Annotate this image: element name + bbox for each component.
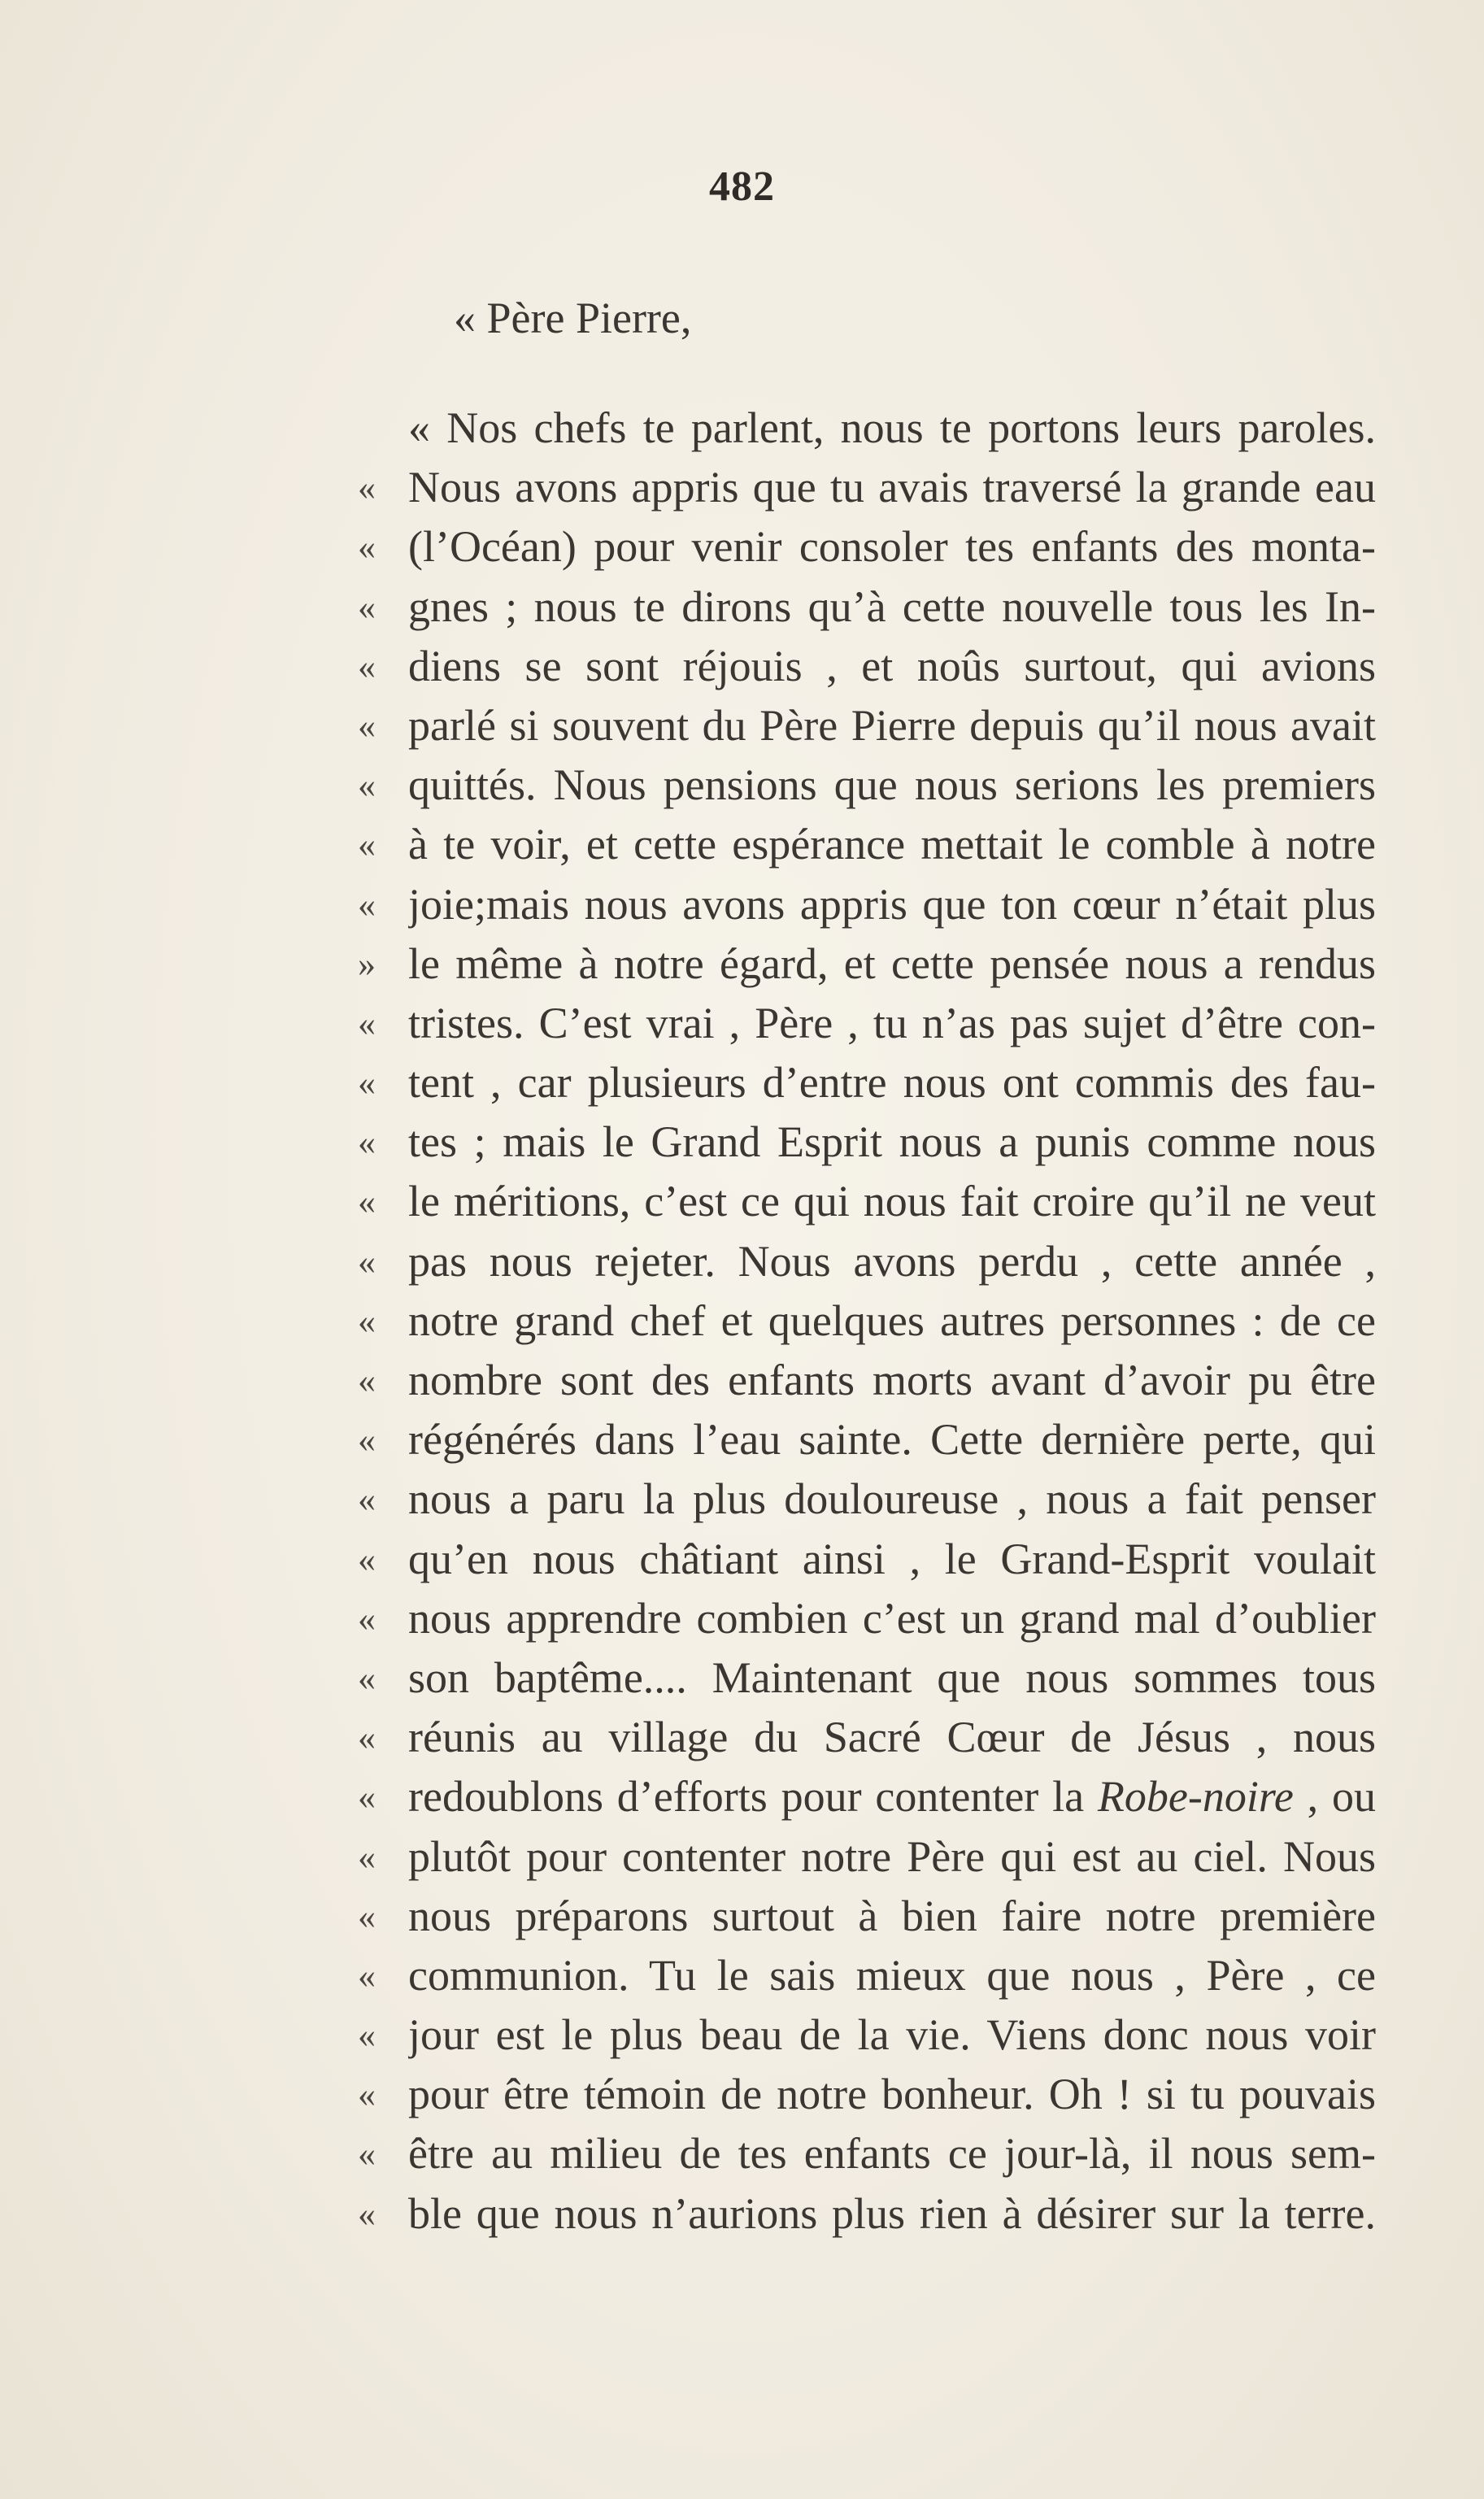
text-line <box>358 755 1376 815</box>
text-line <box>358 1946 1376 2005</box>
quote-mark: « <box>358 1539 376 1579</box>
text-line <box>358 1648 1376 1708</box>
quote-mark: « <box>358 1003 376 1043</box>
line-text: gnes ; nous te dirons qu’à cette nouvelle tous les In- <box>408 581 1376 631</box>
line-text-before: redoublons d’efforts pour contenter la <box>408 1772 1098 1822</box>
quote-mark: « <box>358 1361 376 1400</box>
line-text: « Nos chefs te parlent, nous te portons leurs paroles. <box>408 403 1376 452</box>
line-text: jour est le plus beau de la vie. Viens donc nous voir <box>408 2010 1376 2060</box>
line-text: notre grand chef et quelques autres personnes : de ce <box>408 1295 1376 1345</box>
quote-mark: « <box>358 1182 376 1222</box>
line-text: tristes. C’est vrai , Père , tu n’as pas sujet d’être con- <box>408 998 1376 1047</box>
text-line <box>358 1291 1376 1351</box>
line-text: joie;mais nous avons appris que ton cœur n’était plus <box>408 879 1376 929</box>
line-text: nombre sont des enfants morts avant d’avoir pu être <box>408 1356 1376 1404</box>
quote-mark: « <box>358 1420 376 1461</box>
line-text: réunis au village du Sacré Cœur de Jésus , nous <box>408 1713 1376 1762</box>
text-line <box>358 637 1376 696</box>
text-line <box>358 1172 1376 1231</box>
line-text: être au milieu de tes enfants ce jour-là, il nous sem- <box>408 2129 1376 2179</box>
quote-mark: « <box>358 1836 376 1877</box>
quote-mark: « <box>358 646 376 686</box>
quote-mark: « <box>358 2193 376 2234</box>
line-text: ble que nous n’aurions plus rien à désirer sur la terre. <box>408 2188 1376 2238</box>
quote-mark: « <box>358 1657 376 1698</box>
quote-mark: « <box>358 1122 376 1163</box>
text-line <box>358 934 1376 994</box>
text-line <box>358 577 1376 637</box>
text-line <box>358 398 1376 458</box>
quote-mark: « <box>358 1063 376 1104</box>
text-line <box>358 696 1376 755</box>
quote-mark: « <box>358 825 376 865</box>
line-text: diens se sont réjouis , et noûs surtout, qui avions <box>408 641 1376 690</box>
line-text: nous a paru la plus douloureuse , nous a fait penser <box>408 1474 1376 1524</box>
quote-mark: « <box>358 1955 376 1996</box>
quote-mark: « <box>358 1896 376 1936</box>
line-text: régénérés dans l’eau sainte. Cette dernière perte, qui <box>408 1415 1376 1465</box>
line-text: communion. Tu le sais mieux que nous , Père , ce <box>408 1950 1376 2000</box>
line-text: pas nous rejeter. Nous avons perdu , cette année , <box>408 1236 1376 1286</box>
line-text: tes ; mais le Grand Esprit nous a punis comme nous <box>408 1117 1376 1167</box>
line-text: Nous avons appris que tu avais traversé la grande eau <box>408 463 1376 512</box>
line-text: parlé si souvent du Père Pierre depuis qu’il nous avait <box>408 700 1376 750</box>
line-text: nous apprendre combien c’est un grand mal d’oublier <box>408 1593 1376 1643</box>
letter-salutation: « Père Pierre, <box>454 294 692 342</box>
quote-mark: « <box>358 705 376 746</box>
text-line <box>358 517 1376 577</box>
text-line <box>358 1053 1376 1112</box>
quote-mark: « <box>358 2015 376 2056</box>
line-text: pour être témoin de notre bonheur. Oh ! si tu pouvais <box>408 2070 1376 2119</box>
line-text: tent , car plusieurs d’entre nous ont commis des fau- <box>408 1058 1376 1108</box>
text-line <box>358 1530 1376 1589</box>
letter-body <box>358 398 1376 2244</box>
quote-mark: « <box>358 1777 376 1818</box>
text-line <box>358 1232 1376 1291</box>
line-text: plutôt pour contenter notre Père qui est au ciel. Nous <box>408 1831 1376 1881</box>
line-text: qu’en nous châtiant ainsi , le Grand-Esprit voulait <box>408 1534 1376 1583</box>
line-text: son baptême.... Maintenant que nous sommes tous <box>408 1652 1376 1702</box>
text-line <box>358 2124 1376 2183</box>
line-text: le méritions, c’est ce qui nous fait croire qu’il ne veut <box>408 1177 1376 1226</box>
quote-mark: « <box>358 586 376 627</box>
text-line <box>358 1410 1376 1469</box>
text-line <box>358 1589 1376 1648</box>
line-text: quittés. Nous pensions que nous serions les premiers <box>408 760 1376 810</box>
text-line <box>358 815 1376 874</box>
text-line <box>358 1112 1376 1172</box>
quote-mark: « <box>358 1300 376 1341</box>
quote-mark: « <box>358 1598 376 1639</box>
quote-mark: « <box>358 1718 376 1758</box>
text-line <box>358 1351 1376 1410</box>
line-text: le même à notre égard, et cette pensée nous a rendus <box>408 938 1376 988</box>
text-line <box>358 1767 1376 1826</box>
line-text-after: , ou <box>1293 1772 1376 1822</box>
text-line <box>358 994 1376 1053</box>
text-line <box>358 2184 1376 2244</box>
text-line <box>358 875 1376 934</box>
quote-mark: « <box>358 1241 376 1282</box>
quote-mark: « <box>358 468 376 508</box>
quote-mark: « <box>358 2134 376 2175</box>
text-line <box>358 1708 1376 1767</box>
quote-mark: » <box>358 943 376 984</box>
line-text: nous préparons surtout à bien faire notre première <box>408 1891 1376 1940</box>
text-line <box>358 2005 1376 2065</box>
text-line <box>358 458 1376 517</box>
line-text: à te voir, et cette espérance mettait le comble à notre <box>408 820 1376 869</box>
quote-mark: « <box>358 527 376 568</box>
quote-mark: « <box>358 1479 376 1520</box>
robe-noire-italic: Robe-noire <box>1097 1772 1294 1822</box>
text-line <box>358 1469 1376 1529</box>
line-text: (l’Océan) pour venir consoler tes enfants des monta- <box>408 522 1376 572</box>
line-text <box>408 1767 1376 1826</box>
text-line <box>358 1887 1376 1946</box>
text-line <box>358 1827 1376 1887</box>
text-line <box>358 2065 1376 2124</box>
page-number: 482 <box>709 163 775 210</box>
quote-mark: « <box>358 884 376 925</box>
quote-mark: « <box>358 2075 376 2115</box>
quote-mark: « <box>358 765 376 806</box>
